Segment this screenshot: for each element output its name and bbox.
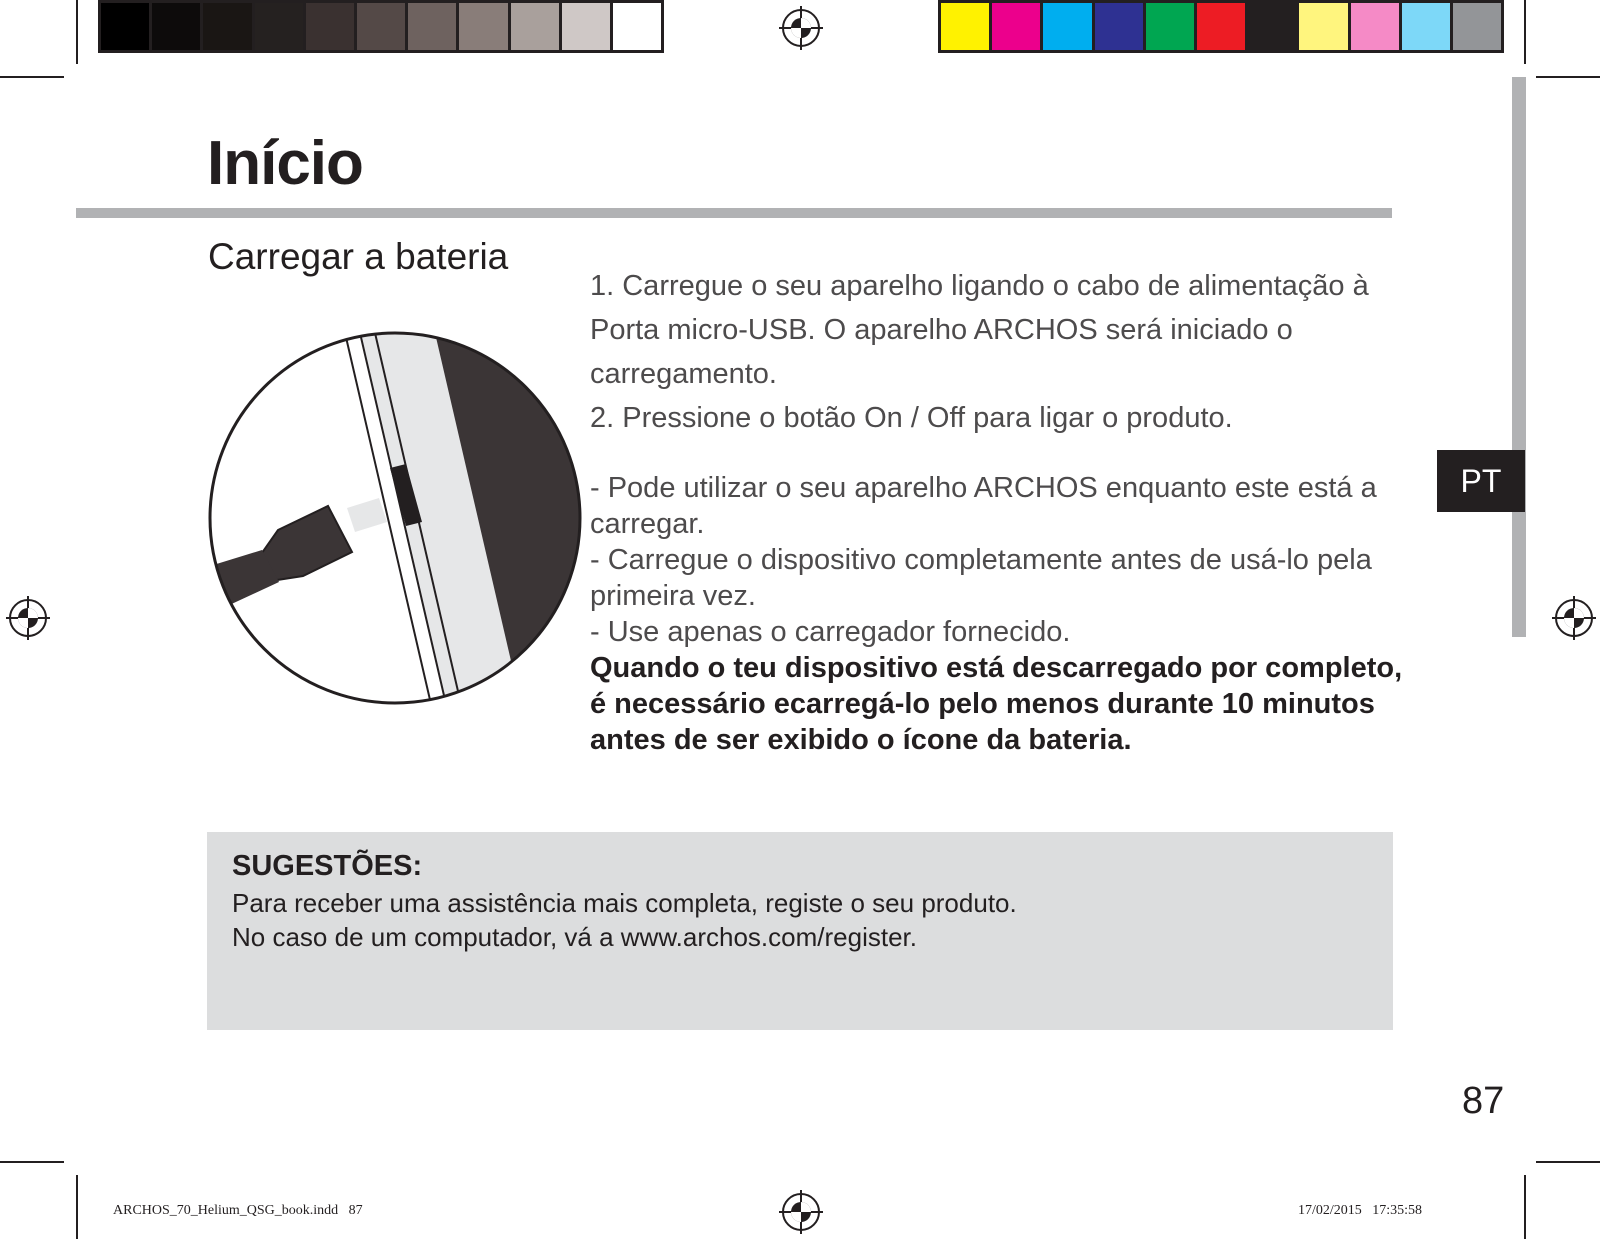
grayscale-swatch (357, 3, 408, 50)
crop-mark-bottom-right-v (1524, 1175, 1526, 1239)
slug-filename: ARCHOS_70_Helium_QSG_book.indd 87 (113, 1203, 363, 1218)
process-color-swatch (1095, 3, 1146, 50)
note-2: - Carregue o dispositivo completamente antes de usá-lo pela primeira vez. (590, 544, 1372, 612)
registration-mark-icon (1552, 596, 1596, 640)
battery-warning: Quando o teu dispositivo está descarregado por completo, é necessário ecarregá-lo pelo menos durante 10 minutos antes de ser exibido o ícone da bateria. (590, 652, 1403, 756)
usb-charging-illustration-icon (207, 330, 583, 706)
tips-line-1: Para receber uma assistência mais completa, registe o seu produto. (232, 888, 1017, 918)
grayscale-swatch (562, 3, 613, 50)
crop-mark-top-left-h (0, 76, 64, 78)
registration-mark-icon (779, 1190, 823, 1234)
process-color-swatch (992, 3, 1043, 50)
note-1: - Pode utilizar o seu aparelho ARCHOS enquanto este está a carregar. (590, 472, 1377, 540)
tips-title: SUGESTÕES: (232, 850, 423, 882)
grayscale-color-bar (98, 0, 664, 53)
note-3: - Use apenas o carregador fornecido. (590, 616, 1071, 648)
process-color-swatch (1402, 3, 1453, 50)
process-color-swatch (941, 3, 992, 50)
side-strip (1512, 77, 1526, 637)
instruction-steps (590, 264, 1410, 440)
process-color-swatch (1248, 3, 1299, 50)
crop-mark-top-right-v (1524, 0, 1526, 64)
crop-mark-top-left-v (76, 0, 78, 64)
process-color-swatch (1197, 3, 1248, 50)
grayscale-swatch (459, 3, 510, 50)
step-1: 1. Carregue o seu aparelho ligando o cabo de alimentação à Porta micro-USB. O aparelho ARCHOS será iniciado o carregamento. (590, 270, 1369, 390)
process-color-swatch (1299, 3, 1350, 50)
grayscale-swatch (408, 3, 459, 50)
page-number: 87 (1462, 1080, 1505, 1122)
language-tab: PT (1437, 450, 1525, 512)
registration-mark-icon (779, 6, 823, 50)
crop-mark-bottom-left-h (0, 1161, 64, 1163)
process-color-swatch (1453, 3, 1501, 50)
crop-mark-top-right-h (1536, 76, 1600, 78)
process-color-swatch (1351, 3, 1402, 50)
grayscale-swatch (203, 3, 254, 50)
crop-mark-bottom-left-v (76, 1175, 78, 1239)
registration-mark-icon (6, 596, 50, 640)
process-color-bar (938, 0, 1504, 53)
section-subtitle: Carregar a bateria (208, 236, 509, 277)
grayscale-swatch (101, 3, 152, 50)
crop-mark-bottom-right-h (1536, 1161, 1600, 1163)
tips-box (207, 832, 1393, 1030)
grayscale-swatch (306, 3, 357, 50)
step-2: 2. Pressione o botão On / Off para ligar o produto. (590, 402, 1233, 434)
page-title: Início (207, 129, 363, 198)
grayscale-swatch (613, 3, 661, 50)
process-color-swatch (1043, 3, 1094, 50)
notes (590, 470, 1410, 758)
title-rule (76, 208, 1392, 218)
process-color-swatch (1146, 3, 1197, 50)
tips-line-2: No caso de um computador, vá a www.archos.com/register. (232, 922, 917, 952)
grayscale-swatch (255, 3, 306, 50)
grayscale-swatch (511, 3, 562, 50)
slug-datetime: 17/02/2015 17:35:58 (1298, 1203, 1423, 1218)
grayscale-swatch (152, 3, 203, 50)
